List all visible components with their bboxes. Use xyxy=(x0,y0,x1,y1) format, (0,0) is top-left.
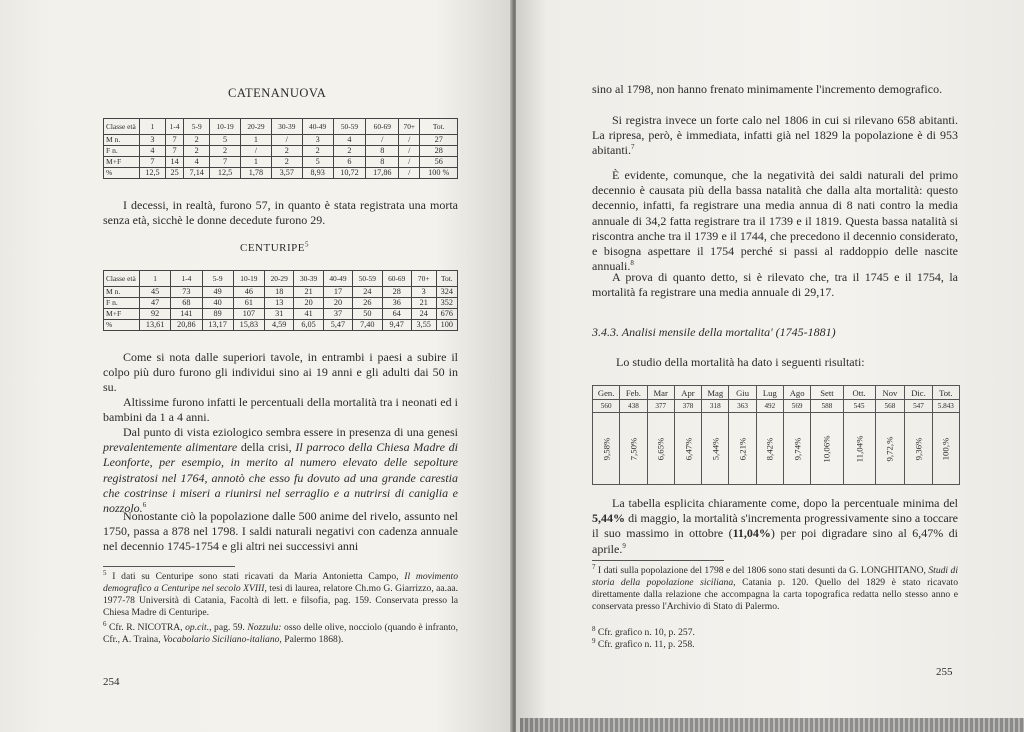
table-row xyxy=(104,298,458,309)
table-cell: 2 xyxy=(302,146,333,157)
table-header-cell: Tot. xyxy=(420,119,458,135)
monthly-cell: Feb. xyxy=(620,386,647,400)
table-cell: M+F xyxy=(104,157,140,168)
table-header-cell: 60-69 xyxy=(382,271,411,287)
percent-label: 9,36% xyxy=(913,437,924,460)
table-header-cell: 40-49 xyxy=(323,271,352,287)
table-cell: 5 xyxy=(210,135,241,146)
table-cell: 21 xyxy=(411,298,436,309)
table-cell: / xyxy=(399,157,420,168)
paragraph-come-si-nota: Come si nota dalle superiori tavole, in entrambi i paesi a subire il colpo più duro furono gli individui sino ai 19 anni e gli adulti dai 50 in su. xyxy=(103,350,458,395)
centuripe-title: CENTURIPE$^5$ xyxy=(240,240,309,254)
centuripe-table xyxy=(103,270,458,331)
page-number-right: 255 xyxy=(936,666,953,678)
percent-label: 8,42% xyxy=(764,437,775,460)
paragraph-calo: Si registra invece un forte calo nel 1806 in cui si rilevano 658 abitanti. La ripresa, però, è immediata, infatti già nel 1829 la popolazione è di 953 abitanti.$^7$ xyxy=(592,113,958,158)
table-cell: 27 xyxy=(420,135,458,146)
monthly-cell: Nov xyxy=(875,386,905,400)
table-cell: 18 xyxy=(265,287,294,298)
table-cell: 45 xyxy=(140,287,171,298)
monthly-cell: 377 xyxy=(647,400,674,413)
table-cell: 61 xyxy=(233,298,264,309)
table-header-cell: 20-29 xyxy=(265,271,294,287)
table-cell: 676 xyxy=(436,309,457,320)
table-cell: 6 xyxy=(333,157,366,168)
table-cell: M n. xyxy=(104,287,140,298)
table-header-cell: 1 xyxy=(140,271,171,287)
table-cell: 2 xyxy=(271,157,302,168)
monthly-cell: Sett xyxy=(811,386,843,400)
table-cell: 5 xyxy=(302,157,333,168)
right-page xyxy=(516,0,1024,732)
table-header-cell: 30-39 xyxy=(294,271,323,287)
monthly-cell xyxy=(843,413,875,485)
monthly-cell xyxy=(932,413,959,485)
table-cell: 13,61 xyxy=(140,320,171,331)
table-row xyxy=(104,135,458,146)
monthly-cell: 318 xyxy=(702,400,729,413)
table-cell: 3,57 xyxy=(271,168,302,179)
table-header-cell: 5-9 xyxy=(202,271,233,287)
table-cell: M+F xyxy=(104,309,140,320)
monthly-cell: 378 xyxy=(674,400,701,413)
percent-label: 6,65% xyxy=(655,437,666,460)
table-cell: / xyxy=(241,146,272,157)
monthly-cell: 547 xyxy=(905,400,932,413)
monthly-cell: 560 xyxy=(593,400,620,413)
table-header-cell: Classe età xyxy=(104,271,140,287)
monthly-cell: Ago xyxy=(783,386,810,400)
table-cell: 10,72 xyxy=(333,168,366,179)
table-cell: 1 xyxy=(241,135,272,146)
table-cell: 7 xyxy=(210,157,241,168)
table-cell: 20 xyxy=(323,298,352,309)
monthly-cell xyxy=(674,413,701,485)
table-header-cell: 60-69 xyxy=(366,119,399,135)
monthly-months-row xyxy=(593,386,960,400)
table-header-cell: 40-49 xyxy=(302,119,333,135)
monthly-cell xyxy=(875,413,905,485)
table-cell: 28 xyxy=(420,146,458,157)
table-cell: / xyxy=(366,135,399,146)
table-cell: 12,5 xyxy=(210,168,241,179)
table-cell: F n. xyxy=(104,146,140,157)
footnote-7: $^7$ I dati sulla popolazione del 1798 e del 1806 sono stati desunti da G. LONGHITANO, Studi di storia della popolazione siciliana, Catania p. 120. Quello del 1829 è stato ricavato direttamente dalla relazione che accompagna la carta topografica redatta nello stesso anno e conservata presso l'Archivio di Stato di Palermo. xyxy=(592,562,958,612)
table-cell: 2 xyxy=(271,146,302,157)
table-cell: 3 xyxy=(411,287,436,298)
monthly-cell: 5.843 xyxy=(932,400,959,413)
percent-label: 9,58% xyxy=(601,437,612,460)
table-cell: 5,47 xyxy=(323,320,352,331)
table-cell: 352 xyxy=(436,298,457,309)
paragraph-tabella: La tabella esplicita chiaramente come, dopo la percentuale minima del 5,44% di maggio, la mortalità s'incrementa progressivamente sino a toccare il suo massimo in ottobre (11,04%) per poi digradare sino al 6,47% di aprile.$^9$ xyxy=(592,496,959,556)
monthly-cell: Giu xyxy=(729,386,756,400)
monthly-cell xyxy=(756,413,783,485)
table-cell: 141 xyxy=(171,309,202,320)
table-cell: 40 xyxy=(202,298,233,309)
table-cell: 13 xyxy=(265,298,294,309)
table-cell: 41 xyxy=(294,309,323,320)
monthly-cell xyxy=(729,413,756,485)
table-cell: 324 xyxy=(436,287,457,298)
table-header-cell: 1-4 xyxy=(171,271,202,287)
paragraph-sino-al: sino al 1798, non hanno frenato minimamente l'incremento demografico. xyxy=(592,82,943,96)
table-cell: % xyxy=(104,168,140,179)
table-cell: 100 % xyxy=(420,168,458,179)
table-cell: 12,5 xyxy=(140,168,166,179)
table-header-row xyxy=(104,119,458,135)
monthly-cell: 588 xyxy=(811,400,843,413)
table-cell: 36 xyxy=(382,298,411,309)
table-cell: / xyxy=(399,168,420,179)
table-row xyxy=(104,287,458,298)
table-header-cell: 10-19 xyxy=(233,271,264,287)
table-cell: 9,47 xyxy=(382,320,411,331)
table-cell: 68 xyxy=(171,298,202,309)
table-cell: 8 xyxy=(366,146,399,157)
table-row xyxy=(104,168,458,179)
footnote-6: $^6$ Cfr. R. NICOTRA, op.cit., pag. 59. Nozzulu: osso delle olive, nocciolo (quando è infranto, Cfr., A. Traina, Vocabolario Siciliano-italiano, Palermo 1868). xyxy=(103,619,458,645)
table-cell: 31 xyxy=(265,309,294,320)
percent-label: 100,% xyxy=(940,437,951,460)
table-row xyxy=(104,320,458,331)
table-cell: 7,14 xyxy=(184,168,210,179)
monthly-cell: 569 xyxy=(783,400,810,413)
footnote-rule xyxy=(592,560,724,561)
monthly-cell: Apr xyxy=(674,386,701,400)
table-cell: 6,05 xyxy=(294,320,323,331)
table-cell: 4 xyxy=(184,157,210,168)
percent-label: 7,50% xyxy=(628,437,639,460)
percent-label: 11,04% xyxy=(854,435,865,462)
percent-label: 6,47% xyxy=(682,437,693,460)
table-cell: 73 xyxy=(171,287,202,298)
table-cell: % xyxy=(104,320,140,331)
monthly-cell: Mag xyxy=(702,386,729,400)
table-cell: 7 xyxy=(140,157,166,168)
table-header-cell: 50-59 xyxy=(333,119,366,135)
percent-label: 9,72,% xyxy=(884,436,895,461)
monthly-cell: Lug xyxy=(756,386,783,400)
table-header-cell: 1 xyxy=(140,119,166,135)
table-cell: 49 xyxy=(202,287,233,298)
monthly-cell: Dic. xyxy=(905,386,932,400)
monthly-cell xyxy=(702,413,729,485)
table-cell: 17,86 xyxy=(366,168,399,179)
table-cell: M n. xyxy=(104,135,140,146)
table-header-cell: 70+ xyxy=(411,271,436,287)
table-cell: 15,83 xyxy=(233,320,264,331)
section-heading: 3.4.3. Analisi mensile della mortalita' (1745-1881) xyxy=(592,325,836,339)
table-cell: 24 xyxy=(353,287,382,298)
paragraph-a-prova: A prova di quanto detto, si è rilevato che, tra il 1745 e il 1754, la mortalità fa registrare una media annuale di 29,17. xyxy=(592,270,958,300)
table-header-cell: Tot. xyxy=(436,271,457,287)
table-cell: 25 xyxy=(165,168,183,179)
monthly-cell: Ott. xyxy=(843,386,875,400)
percent-label: 9,74% xyxy=(792,437,803,460)
table-cell: 4 xyxy=(140,146,166,157)
table-cell: 47 xyxy=(140,298,171,309)
footnote-rule xyxy=(103,566,235,567)
monthly-cell: 438 xyxy=(620,400,647,413)
catenanuova-table xyxy=(103,118,458,179)
paragraph-eziologico: Dal punto di vista eziologico sembra essere in presenza di una genesi prevalentemente alimentare della crisi, Il parroco della Chiesa Madre di Leonforte, per esempio, in merito al numero elevato delle sepolture registratosi nel 1764, annotò che esso fu dovuto ad una grande carestia che costrinse i miseri a riunirsi nel serraglio e a nutrirsi di caniglia e nozzolo.$^6$ xyxy=(103,425,458,516)
paragraph-decessi: I decessi, in realtà, furono 57, in quanto è stata registrata una morta senza età, sicchè le donne decedute furono 29. xyxy=(103,198,458,228)
table-cell: 92 xyxy=(140,309,171,320)
table-cell: 28 xyxy=(382,287,411,298)
table-row xyxy=(104,146,458,157)
table-header-row xyxy=(104,271,458,287)
table-header-cell: 20-29 xyxy=(241,119,272,135)
monthly-counts-row xyxy=(593,400,960,413)
paragraph-nonostante: Nonostante ciò la popolazione dalle 500 anime del rivelo, assunto nel 1750, passa a 878 nel 1798. I saldi naturali negativi con cadenza annuale nel decennio 1745-1754 e gli altri nei successivi anni xyxy=(103,509,458,554)
table-cell: 24 xyxy=(411,309,436,320)
percent-label: 6,21% xyxy=(737,437,748,460)
table-cell: 2 xyxy=(210,146,241,157)
scan-bottom-edge xyxy=(520,718,1024,732)
table-cell: 7 xyxy=(165,146,183,157)
table-cell: / xyxy=(271,135,302,146)
table-cell: 21 xyxy=(294,287,323,298)
table-cell: 1 xyxy=(241,157,272,168)
footnote-8: $^8$ Cfr. grafico n. 10, p. 257. xyxy=(592,624,695,638)
table-cell: 64 xyxy=(382,309,411,320)
table-cell: 2 xyxy=(333,146,366,157)
monthly-cell xyxy=(905,413,932,485)
table-cell: 2 xyxy=(184,135,210,146)
table-cell: F n. xyxy=(104,298,140,309)
table-cell: 20,86 xyxy=(171,320,202,331)
page-number-left: 254 xyxy=(103,676,120,688)
table-cell: 8 xyxy=(366,157,399,168)
monthly-cell xyxy=(811,413,843,485)
table-cell: 107 xyxy=(233,309,264,320)
monthly-cell xyxy=(593,413,620,485)
table-cell: 2 xyxy=(184,146,210,157)
paragraph-altissime: Altissime furono infatti le percentuali della mortalità tra i neonati ed i bambini da 1 a 4 anni. xyxy=(103,395,458,425)
table-header-cell: 50-59 xyxy=(353,271,382,287)
table-cell: 46 xyxy=(233,287,264,298)
table-cell: 7 xyxy=(165,135,183,146)
percent-label: 10,06% xyxy=(821,434,832,463)
table-cell: / xyxy=(399,135,420,146)
table-cell: 14 xyxy=(165,157,183,168)
table-cell: 3,55 xyxy=(411,320,436,331)
table-cell: 13,17 xyxy=(202,320,233,331)
table-cell: / xyxy=(399,146,420,157)
monthly-cell: Mar xyxy=(647,386,674,400)
table-cell: 8,93 xyxy=(302,168,333,179)
table-cell: 4,59 xyxy=(265,320,294,331)
monthly-cell: Gen. xyxy=(593,386,620,400)
table-row xyxy=(104,157,458,168)
table-cell: 3 xyxy=(140,135,166,146)
table-cell: 1,78 xyxy=(241,168,272,179)
footnote-5: $^5$ I dati su Centuripe sono stati ricavati da Maria Antonietta Campo, Il movimento demografico a Centuripe nel secolo XVIII, tesi di laurea, relatore Ch.mo G. Giarrizzo, aa.aa. 1977-78 Università di Catania, Facoltà di lett. e filsofia, pag. 159. Conservata presso la Chiesa Madre di Centuripe. xyxy=(103,568,458,618)
monthly-cell: Tot. xyxy=(932,386,959,400)
table-header-cell: Classe età xyxy=(104,119,140,135)
table-cell: 20 xyxy=(294,298,323,309)
monthly-cell: 492 xyxy=(756,400,783,413)
monthly-cell: 568 xyxy=(875,400,905,413)
monthly-cell xyxy=(647,413,674,485)
table-header-cell: 70+ xyxy=(399,119,420,135)
table-cell: 17 xyxy=(323,287,352,298)
table-header-cell: 1-4 xyxy=(165,119,183,135)
table-cell: 7,40 xyxy=(353,320,382,331)
table-cell: 56 xyxy=(420,157,458,168)
table-cell: 26 xyxy=(353,298,382,309)
table-cell: 4 xyxy=(333,135,366,146)
table-header-cell: 30-39 xyxy=(271,119,302,135)
monthly-cell: 545 xyxy=(843,400,875,413)
monthly-cell: 363 xyxy=(729,400,756,413)
monthly-cell xyxy=(620,413,647,485)
paragraph-lo-studio: Lo studio della mortalità ha dato i seguenti risultati: xyxy=(616,355,865,369)
footnote-9: $^9$ Cfr. grafico n. 11, p. 258. xyxy=(592,636,695,650)
monthly-mortality-table xyxy=(592,385,960,485)
table-cell: 50 xyxy=(353,309,382,320)
monthly-cell xyxy=(783,413,810,485)
catenanuova-title: CATENANUOVA xyxy=(228,86,327,100)
table-cell: 100 xyxy=(436,320,457,331)
table-cell: 3 xyxy=(302,135,333,146)
table-cell: 89 xyxy=(202,309,233,320)
table-cell: 37 xyxy=(323,309,352,320)
monthly-percents-row xyxy=(593,413,960,485)
table-header-cell: 5-9 xyxy=(184,119,210,135)
table-row xyxy=(104,309,458,320)
percent-label: 5,44% xyxy=(710,437,721,460)
table-header-cell: 10-19 xyxy=(210,119,241,135)
paragraph-evidente: È evidente, comunque, che la negatività dei saldi naturali del primo decennio è causata più della bassa natalità che dalla alta mortalità: questo decennio, infatti, fa registrare una media annua di 8 nati contro la media annuale di 34,2 fatta registrare tra il 1739 e il 1819. Questa bassa natalità si riscontra anche tra il 1739 e il 1744, che precedono il decennio considerato, e bisogna aspettare il 1754 perché si passi al raddoppio delle nascite annuali.$^8$ xyxy=(592,168,958,274)
